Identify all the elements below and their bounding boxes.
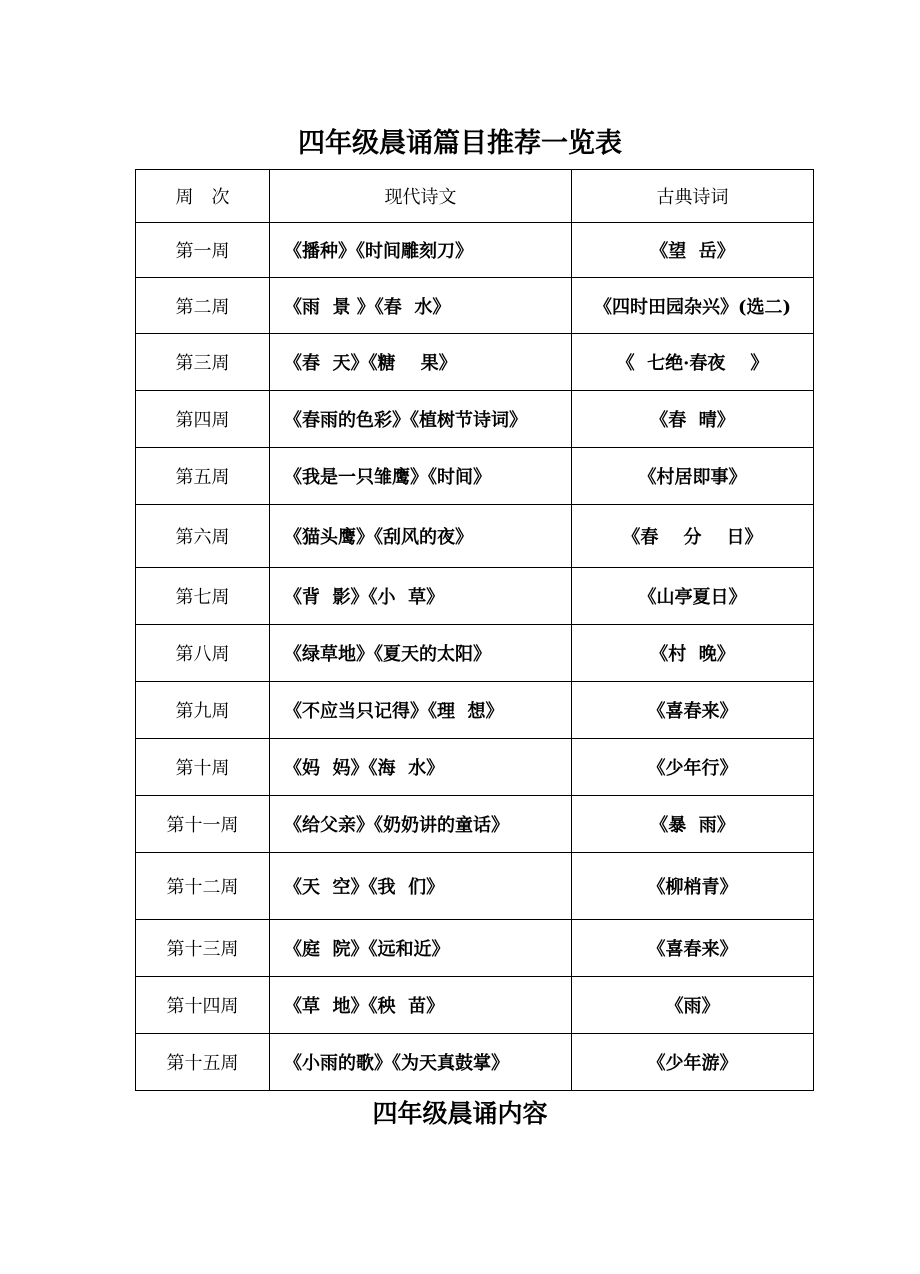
classic-poem-cell: 《喜春来》 [572,682,814,739]
modern-poem-cell: 《绿草地》《夏天的太阳》 [270,625,572,682]
modern-poem-cell: 《播种》《时间雕刻刀》 [270,223,572,278]
modern-poem-cell: 《雨 景 》《春 水》 [270,278,572,334]
classic-poem-cell: 《喜春来》 [572,920,814,977]
week-cell: 第二周 [136,278,270,334]
classic-poem-cell: 《山亭夏日》 [572,568,814,625]
week-cell: 第十五周 [136,1034,270,1091]
week-cell: 第八周 [136,625,270,682]
table-row [136,223,814,278]
classic-poem-cell: 《 七绝·春夜 》 [572,334,814,391]
modern-poem-cell: 《妈 妈》《海 水》 [270,739,572,796]
week-cell: 第四周 [136,391,270,448]
table-row [136,391,814,448]
table-row [136,682,814,739]
table-row [136,505,814,568]
week-cell: 第三周 [136,334,270,391]
modern-poem-cell: 《春雨的色彩》《植树节诗词》 [270,391,572,448]
table-row [136,920,814,977]
section-title: 四年级晨诵内容 [372,1099,548,1128]
week-cell: 第十一周 [136,796,270,853]
classic-poem-cell: 《村居即事》 [572,448,814,505]
week-cell: 第五周 [136,448,270,505]
week-cell: 第十三周 [136,920,270,977]
classic-poem-cell: 《村 晚》 [572,625,814,682]
table-row [136,1034,814,1091]
modern-poem-cell: 《背 影》《小 草》 [270,568,572,625]
modern-poem-cell: 《庭 院》《远和近》 [270,920,572,977]
week-cell: 第十四周 [136,977,270,1034]
modern-poem-cell: 《给父亲》《奶奶讲的童话》 [270,796,572,853]
modern-poem-cell: 《草 地》《秧 苗》 [270,977,572,1034]
modern-poem-cell: 《猫头鹰》《刮风的夜》 [270,505,572,568]
week-cell: 第六周 [136,505,270,568]
classic-poem-cell: 《少年行》 [572,739,814,796]
week-cell: 第十二周 [136,853,270,920]
classic-poem-cell: 《暴 雨》 [572,796,814,853]
modern-poem-cell: 《天 空》《我 们》 [270,853,572,920]
modern-poem-cell: 《小雨的歌》《为天真鼓掌》 [270,1034,572,1091]
table-row [136,625,814,682]
classic-poem-cell: 《雨》 [572,977,814,1034]
table-row [136,568,814,625]
modern-poem-cell: 《不应当只记得》《理 想》 [270,682,572,739]
table-row [136,977,814,1034]
table-row [136,448,814,505]
classic-poem-cell: 《少年游》 [572,1034,814,1091]
table-row [136,278,814,334]
week-cell: 第一周 [136,223,270,278]
classic-poem-cell: 《春 分 日》 [572,505,814,568]
header-modern: 现代诗文 [270,170,572,223]
header-classic: 古典诗词 [572,170,814,223]
classic-poem-cell: 《春 晴》 [572,391,814,448]
classic-poem-cell: 《柳梢青》 [572,853,814,920]
modern-poem-cell: 《我是一只雏鹰》《时间》 [270,448,572,505]
table-header-row [136,170,814,223]
page-title: 四年级晨诵篇目推荐一览表 [298,128,622,159]
week-cell: 第九周 [136,682,270,739]
week-cell: 第十周 [136,739,270,796]
header-week: 周 次 [136,170,270,223]
table-row [136,739,814,796]
table-row [136,796,814,853]
table-row [136,853,814,920]
classic-poem-cell: 《四时田园杂兴》(选二) [572,278,814,334]
recitation-table [135,169,814,1091]
classic-poem-cell: 《望 岳》 [572,223,814,278]
modern-poem-cell: 《春 天》《糖 果》 [270,334,572,391]
table-row [136,334,814,391]
week-cell: 第七周 [136,568,270,625]
